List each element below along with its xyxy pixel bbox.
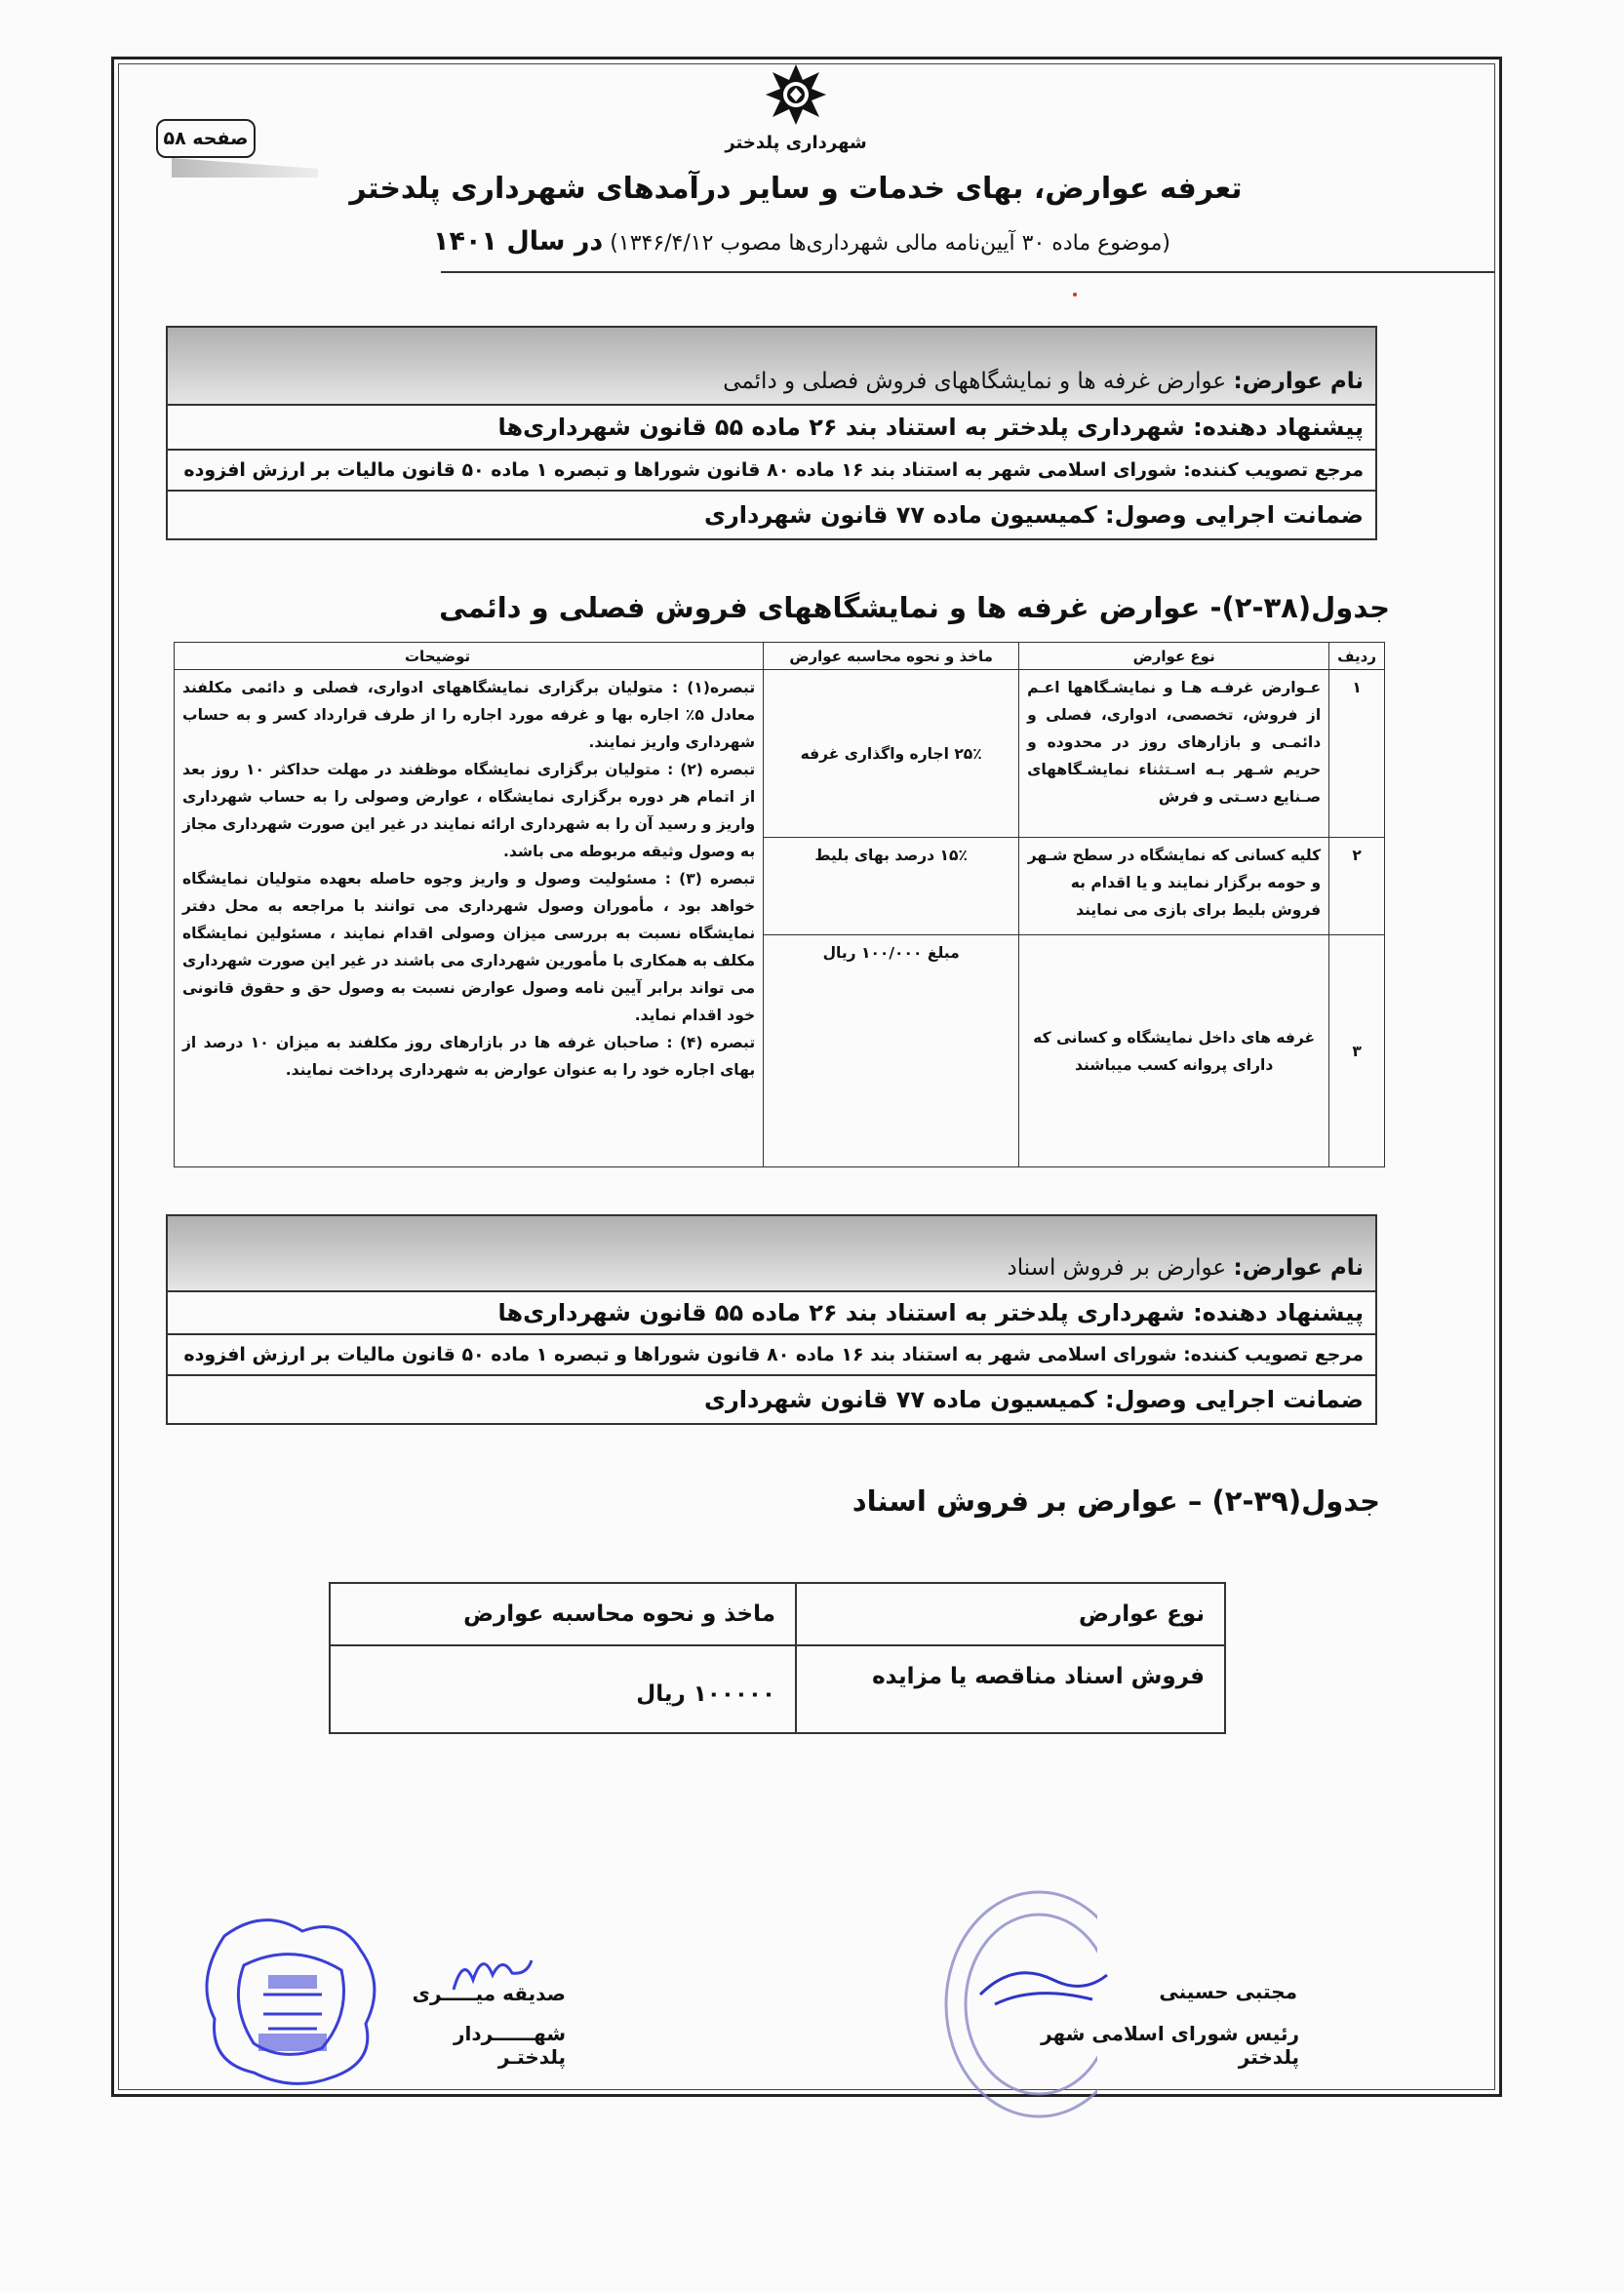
row3-calc: مبلغ ۱۰۰/۰۰۰ ریال [764,935,1019,1167]
document-subtitle [293,226,1170,257]
council-signature-icon [975,1956,1112,2014]
section1-execution: ضمانت اجرایی وصول: کمیسیون ماده ۷۷ قانون شهرداری [703,501,1364,529]
council-head-title: رئیس شورای اسلامی شهر پلدختر [1041,2022,1299,2069]
row1-type: عـوارض غرفـه هـا و نمایشـگاهها اعـم از فروش، تخصصی، ادواری، فصلی و دائمـی و بازارهای روز در محدوده و حریم شـهر بـه اسـتثناء نمایشـگاههای صـنایع دسـتی و فرش [1019,670,1329,838]
row3-type: غرفه های داخل نمایشگاه و کسانی که دارای پروانه کسب میباشند [1019,935,1329,1167]
table-row [330,1645,1225,1733]
section1-name-row [168,328,1375,406]
table2-row-type: فروش اسناد مناقصه یا مزایده [796,1645,1225,1733]
section2-proposer: پیشنهاد دهنده: شهرداری پلدختر به استناد بند ۲۶ ماده ۵۵ قانون شهرداری‌ها [168,1292,1375,1335]
row2-idx: ۲ [1329,838,1385,935]
section2-name-value: عوارض بر فروش اسناد [1007,1255,1227,1281]
table2-header-row [330,1583,1225,1645]
table2-header-type: نوع عوارض [796,1583,1225,1645]
section1-proposer: پیشنهاد دهنده: شهرداری پلدختر به استناد بند ۲۶ ماده ۵۵ قانون شهرداری‌ها [168,406,1375,451]
organization-name: شهرداری پلدختر [725,133,867,153]
note-2: تبصره (۲) : متولیان برگزاری نمایشگاه موظفند در مهلت حداکثر ۱۰ روز بعد از اتمام هر دوره برگزاری نمایشگاه ، عوارض وصولی را به حساب شهرداری واریز و رسید آن را به شهرداری ارائه نمایند در غیر این صورت شهرداری مجاز به وصول وثیقه مربوطه می باشد. [182,761,756,860]
section2-approver: مرجع تصویب کننده: شورای اسلامی شهر به استناد بند ۱۶ ماده ۸۰ قانون شوراها و تبصره ۱ ماده ۵۰ قانون مالیات بر ارزش افزوده [168,1335,1375,1376]
row2-calc: ۱۵٪ درصد بهای بلیط [764,838,1019,935]
section2-name-row [168,1216,1375,1292]
table1-header-calc: ماخذ و نحوه محاسبه عوارض [764,643,1019,670]
table1-header-type: نوع عوارض [1019,643,1329,670]
mayor-title: شهــــــردار پلدختـر [454,2022,566,2069]
municipality-logo-icon [764,62,828,127]
row2-type: کلیه کسانی که نمایشگاه در سطح شـهر و حومه برگزار نمایند و یا اقدام به فروش بلیط برای بازی می نمایند [1019,838,1329,935]
page-number-badge: صفحه ۵۸ [156,119,256,158]
table2-title: جدول(۳۹-۲) – عوارض بر فروش اسناد [852,1484,1380,1518]
table1-title: جدول(۳۸-۲)- عوارض غرفه ها و نمایشگاههای فروش فصلی و دائمی [439,591,1390,624]
table1-header-idx: ردیف [1329,643,1385,670]
section2-execution: ضمانت اجرایی وصول: کمیسیون ماده ۷۷ قانون شهرداری [703,1386,1364,1413]
council-head-name: مجتبی حسینی [1159,1980,1297,2003]
subtitle-year: در سال ۱۴۰۱ [433,226,604,257]
table-row [175,670,1385,838]
section1-name-label: نام عوارض: [1233,369,1364,394]
table2 [329,1582,1226,1734]
mayor-name: صدیقه میـــــری [412,1982,566,2005]
row1-calc: ۲۵٪ اجاره واگذاری غرفه [764,670,1019,838]
note-4: تبصره (۴) : صاحبان غرفه ها در بازارهای روز مکلفند به میزان ۱۰ درصد از بهای اجاره خود را به عنوان عوارض به شهرداری پرداخت نمایند. [182,1034,756,1079]
note-3: تبصره (۳) : مسئولیت وصول و واریز وجوه حاصله بعهده متولیان نمایشگاه خواهد بود ، مأموران وصول شهرداری می توانند با مراجعه به محل دفتر نمایشگاه نسبت به بررسی میزان وصولی اقدام نمایند ، مسئولین نمایشگاه مکلف به همکاری با مأمورین شهرداری می باشند در غیر این صورت شهرداری می تواند برابر آیین نامه وصول عوارض نسبت به وصول حق و حقوق قانونی خود اقدام نماید. [182,870,756,1024]
subtitle-reference: (موضوع ماده ۳۰ آیین‌نامه مالی شهرداری‌ها مصوب ۱۳۴۶/۴/۱۲) [610,231,1170,256]
section1-name-value: عوارض غرفه ها و نمایشگاههای فروش فصلی و دائمی [723,369,1227,394]
table1-notes-cell [175,670,764,1167]
row1-idx: ۱ [1329,670,1385,838]
mayor-seal-icon [195,1907,390,2087]
table2-header-calc: ماخذ و نحوه محاسبه عوارض [330,1583,796,1645]
table1-header-row [175,643,1385,670]
note-1: تبصره(۱) : متولیان برگزاری نمایشگاههای ادواری، فصلی و دائمی مکلفند معادل ۵٪ اجاره بها و غرفه مورد اجاره را از طرف قرارداد کسر و به حساب شهرداری واریز نمایند. [182,679,756,751]
row3-idx: ۳ [1329,935,1385,1167]
section1-approver: مرجع تصویب کننده: شورای اسلامی شهر به استناد بند ۱۶ ماده ۸۰ قانون شوراها و تبصره ۱ ماده ۵۰ قانون مالیات بر ارزش افزوده [168,451,1375,492]
table1 [174,642,1385,1167]
table1-header-desc: توضیحات [175,643,764,670]
section1-info-box [166,326,1377,540]
section2-info-box [166,1214,1377,1425]
table2-row-calc: ۱۰۰۰۰۰ ریال [330,1645,796,1733]
section2-name-label: نام عوارض: [1233,1255,1364,1281]
ink-dot [1073,293,1077,296]
document-title: تعرفه عوارض، بهای خدمات و سایر درآمدهای شهرداری پلدختر [349,172,1243,206]
title-divider [441,271,1494,273]
